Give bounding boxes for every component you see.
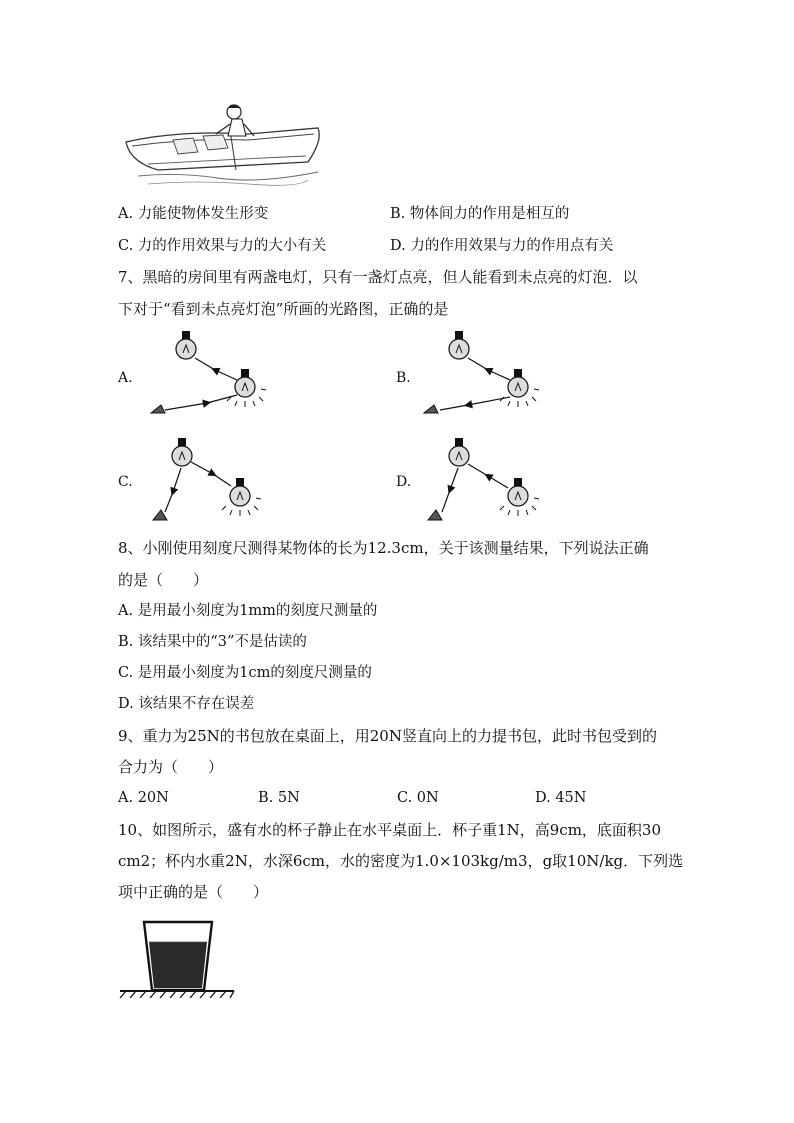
- q9-option-b: B. 5N: [258, 790, 300, 806]
- q7-stem-line2: 下对于“看到未点亮灯泡”所画的光路图，正确的是: [118, 300, 449, 318]
- boat-drawing: [118, 100, 338, 192]
- unlit-bulb-icon: [449, 331, 469, 359]
- boat-figure: [118, 100, 338, 192]
- q10-stem-line3: 项中正确的是（ ）: [118, 883, 269, 901]
- q8-option-b: B. 该结果中的“3”不是估读的: [118, 634, 307, 650]
- eye-icon: [428, 510, 442, 520]
- eye-icon: [151, 405, 165, 413]
- unlit-bulb-icon: [176, 331, 196, 359]
- lit-bulb-icon: [500, 478, 539, 516]
- q7-diagram-a: [145, 325, 275, 420]
- q7-stem-line1: 7、黑暗的房间里有两盏电灯，只有一盏灯点亮，但人能看到未点亮的灯泡．以: [118, 268, 638, 286]
- q7-label-d: D.: [396, 474, 412, 490]
- q8-option-d: D. 该结果不存在误差: [118, 696, 255, 712]
- q6-option-a: A. 力能使物体发生形变: [118, 206, 269, 222]
- q9-stem-line2: 合力为（ ）: [118, 758, 224, 776]
- q6-option-b: B. 物体间力的作用是相互的: [390, 206, 570, 222]
- q6-option-c: C. 力的作用效果与力的大小有关: [118, 238, 327, 254]
- q9-option-a: A. 20N: [118, 790, 169, 806]
- unlit-bulb-icon: [172, 438, 192, 466]
- q8-stem-line2: 的是（ ）: [118, 571, 209, 589]
- lit-bulb-icon: [500, 369, 539, 407]
- q7-diagram-b: [418, 325, 548, 420]
- eye-icon: [424, 405, 438, 413]
- q8-stem-line1: 8、小刚使用刻度尺测得某物体的长为12.3cm，关于该测量结果，下列说法正确: [118, 539, 649, 557]
- q7-diagram-c: [145, 432, 275, 527]
- water-fill: [149, 942, 207, 988]
- q10-stem-line2: cm2；杯内水重2N，水深6cm，水的密度为1.0×103kg/m3，g取10N/kg．下列选: [118, 852, 684, 870]
- unlit-bulb-icon: [449, 438, 469, 466]
- lit-bulb-icon: [227, 369, 266, 407]
- q7-label-a: A.: [118, 370, 133, 386]
- cup-figure: [118, 918, 238, 998]
- q7-label-c: C.: [118, 474, 133, 490]
- table-hatch: [120, 991, 234, 998]
- q9-option-c: C. 0N: [397, 790, 439, 806]
- q9-stem-line1: 9、重力为25N的书包放在桌面上，用20N竖直向上的力提书包，此时书包受到的: [118, 727, 657, 745]
- q8-option-c: C. 是用最小刻度为1cm的刻度尺测量的: [118, 665, 372, 681]
- q7-diagram-d: [418, 432, 548, 527]
- q9-option-d: D. 45N: [535, 790, 587, 806]
- q8-option-a: A. 是用最小刻度为1mm的刻度尺测量的: [118, 603, 378, 619]
- q10-stem-line1: 10、如图所示，盛有水的杯子静止在水平桌面上．杯子重1N，高9cm，底面积30: [118, 821, 662, 839]
- q7-label-b: B.: [396, 370, 411, 386]
- q6-option-d: D. 力的作用效果与力的作用点有关: [390, 238, 614, 254]
